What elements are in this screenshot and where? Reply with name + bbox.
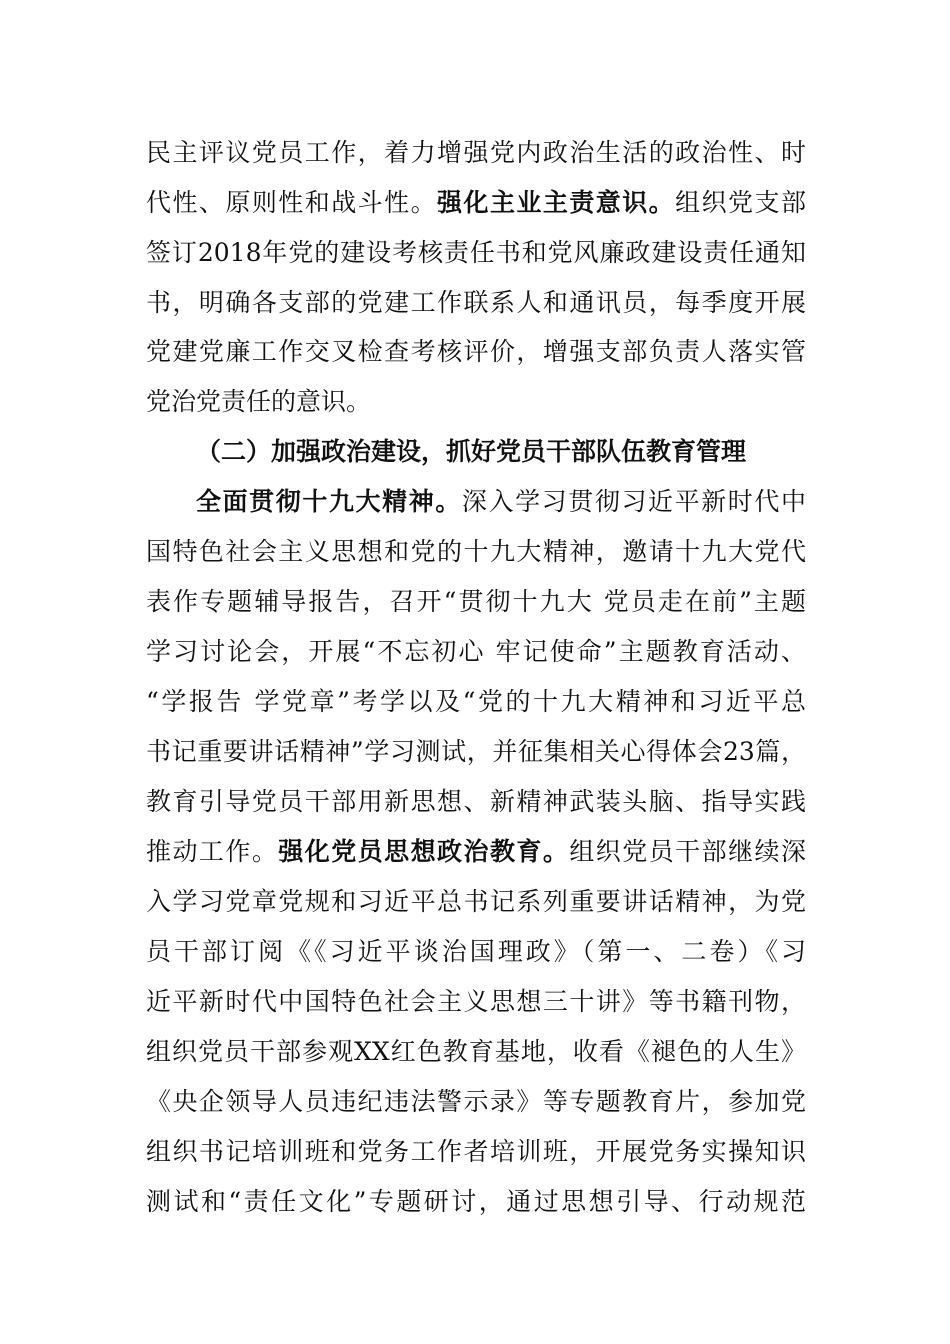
bold-phrase: 全面贯彻十九大精神。 (196, 487, 462, 516)
text-segment: 书记重要讲话精神”学习测试，并征集相关心得体会23篇， (146, 737, 806, 766)
text-line (196, 487, 806, 517)
text-segment: 表作专题辅导报告，召开“贯彻十九大 党员走在前”主题 (146, 587, 806, 616)
text-segment: 《央企领导人员违纪违法警示录》等专题教育片，参加党 (146, 1087, 806, 1116)
text-line (146, 288, 806, 318)
text-line (146, 1087, 806, 1117)
text-line (146, 138, 806, 168)
text-segment: 推动工作。 (146, 837, 279, 866)
text-segment: 组织党员干部参观XX红色教育基地，收看《褪色的人生》 (146, 1037, 806, 1066)
text-segment: 教育引导党员干部用新思想、新精神武装头脑、指导实践 (146, 787, 806, 816)
text-line (146, 387, 806, 417)
text-line (146, 587, 806, 617)
text-segment: 组织党员干部继续深 (569, 837, 806, 866)
text-segment: 国特色社会主义思想和党的十九大精神，邀请十九大党代 (146, 537, 806, 566)
text-segment: 民主评议党员工作，着力增强党内政治生活的政治性、时 (146, 138, 806, 167)
text-segment: 党治党责任的意识。 (146, 387, 372, 416)
section-heading (196, 437, 806, 467)
bold-phrase: 强化主业主责意识。 (437, 188, 676, 217)
text-line (146, 987, 806, 1017)
text-segment: 代性、原则性和战斗性。 (146, 188, 438, 217)
text-segment: 组织书记培训班和党务工作者培训班，开展党务实操知识 (146, 1137, 806, 1166)
text-segment: 学习讨论会，开展“不忘初心 牢记使命”主题教育活动、 (146, 637, 806, 666)
bold-phrase: 强化党员思想政治教育。 (278, 837, 570, 866)
text-line (146, 787, 806, 817)
text-segment: 深入学习贯彻习近平新时代中 (461, 487, 806, 516)
text-line (146, 1037, 806, 1067)
text-segment: “学报告 学党章”考学以及“党的十九大精神和习近平总 (146, 687, 806, 716)
text-line (146, 687, 806, 717)
text-line (146, 1187, 806, 1217)
text-line (146, 837, 806, 867)
text-line (146, 188, 806, 218)
text-line (146, 637, 806, 667)
text-line (146, 937, 806, 967)
text-segment: 组织党支部 (675, 188, 806, 217)
text-segment: 书，明确各支部的党建工作联系人和通讯员，每季度开展 (146, 288, 806, 317)
text-segment: 员干部订阅《《习近平谈治国理政》（第一、二卷）《习 (146, 937, 806, 966)
bold-phrase: （二）加强政治建设，抓好党员干部队伍教育管理 (196, 437, 747, 466)
text-line (146, 737, 806, 767)
text-line (146, 238, 806, 268)
text-segment: 近平新时代中国特色社会主义思想三十讲》等书籍刊物， (146, 987, 806, 1016)
text-segment: 党建党廉工作交叉检查考核评价，增强支部负责人落实管 (146, 337, 806, 366)
text-segment: 测试和“责任文化”专题研讨，通过思想引导、行动规范 (146, 1187, 806, 1216)
text-segment: 签订2018年党的建设考核责任书和党风廉政建设责任通知 (146, 238, 806, 267)
text-line (146, 887, 806, 917)
text-line (146, 337, 806, 367)
text-line (146, 537, 806, 567)
text-segment: 入学习党章党规和习近平总书记系列重要讲话精神，为党 (146, 887, 806, 916)
text-line (146, 1137, 806, 1167)
